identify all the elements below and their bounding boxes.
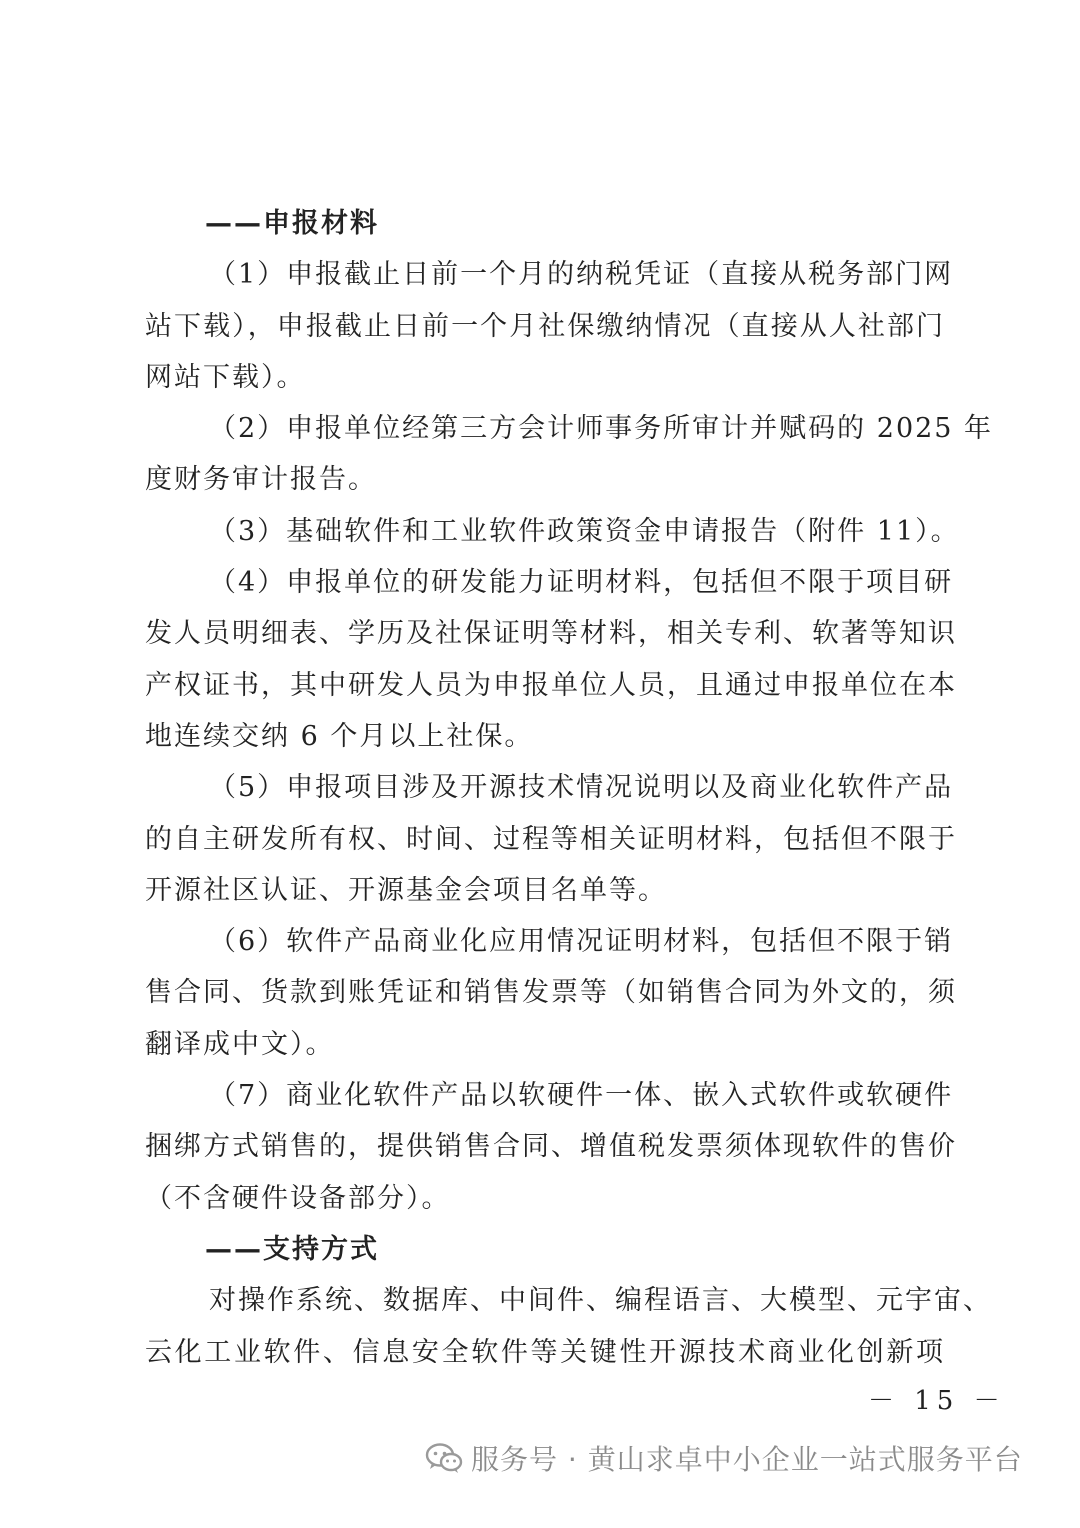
paragraph-line: （5）申报项目涉及开源技术情况说明以及商业化软件产品 xyxy=(209,772,954,804)
paragraph-line: （不含硬件设备部分）。 xyxy=(145,1182,451,1214)
watermark xyxy=(425,1432,1023,1484)
support-paragraph xyxy=(145,1275,992,1378)
paragraph-line: 地连续交纳 6 个月以上社保。 xyxy=(145,720,534,752)
paragraph-line: 站下载），申报截止日前一个月社保缴纳情况（直接从人社部门 xyxy=(145,310,945,342)
list-item-6 xyxy=(145,916,957,1070)
page-number: － 15 － xyxy=(868,1386,1006,1416)
list-item-7 xyxy=(145,1070,957,1224)
section-heading-support: ——支持方式 xyxy=(205,1233,379,1265)
paragraph-line: 对操作系统、数据库、中间件、编程语言、大模型、元宇宙、 xyxy=(209,1285,992,1317)
paragraph-line: 发人员明细表、学历及社保证明等材料，相关专利、软著等知识 xyxy=(145,618,957,650)
watermark-text: 服务号 · 黄山求卓中小企业一站式服务平台 xyxy=(471,1443,1023,1476)
paragraph-line: 网站下载）。 xyxy=(145,361,306,393)
paragraph-line: （7）商业化软件产品以软硬件一体、嵌入式软件或软硬件 xyxy=(209,1080,954,1112)
paragraph-line: 度财务审计报告。 xyxy=(145,464,377,496)
paragraph-line: （3）基础软件和工业软件政策资金申请报告（附件 11）。 xyxy=(209,515,960,547)
paragraph-line: 售合同、货款到账凭证和销售发票等（如销售合同为外文的，须 xyxy=(145,977,957,1009)
paragraph-line: （1）申报截止日前一个月的纳税凭证（直接从税务部门网 xyxy=(209,259,954,291)
paragraph-line: 产权证书，其中研发人员为申报单位人员，且通过申报单位在本 xyxy=(145,669,957,701)
list-item-1 xyxy=(145,249,954,403)
list-item-3 xyxy=(145,506,960,557)
list-item-2 xyxy=(145,403,994,506)
paragraph-line: （4）申报单位的研发能力证明材料，包括但不限于项目研 xyxy=(209,567,954,599)
document-body xyxy=(145,198,994,1378)
paragraph-line: （2）申报单位经第三方会计师事务所审计并赋码的 2025 年 xyxy=(209,413,994,445)
paragraph-line: 开源社区认证、开源基金会项目名单等。 xyxy=(145,874,667,906)
list-item-5 xyxy=(145,762,957,916)
paragraph-line: 翻译成中文）。 xyxy=(145,1028,335,1060)
section-heading-materials: ——申报材料 xyxy=(205,208,379,239)
wechat-icon xyxy=(425,1442,463,1474)
paragraph-line: 捆绑方式销售的，提供销售合同、增值税发票须体现软件的售价 xyxy=(145,1131,957,1163)
paragraph-line: 云化工业软件、信息安全软件等关键性开源技术商业化创新项 xyxy=(145,1336,945,1368)
list-item-4 xyxy=(145,557,957,762)
paragraph-line: （6）软件产品商业化应用情况证明材料，包括但不限于销 xyxy=(209,926,954,958)
paragraph-line: 的自主研发所有权、时间、过程等相关证明材料，包括但不限于 xyxy=(145,823,957,855)
